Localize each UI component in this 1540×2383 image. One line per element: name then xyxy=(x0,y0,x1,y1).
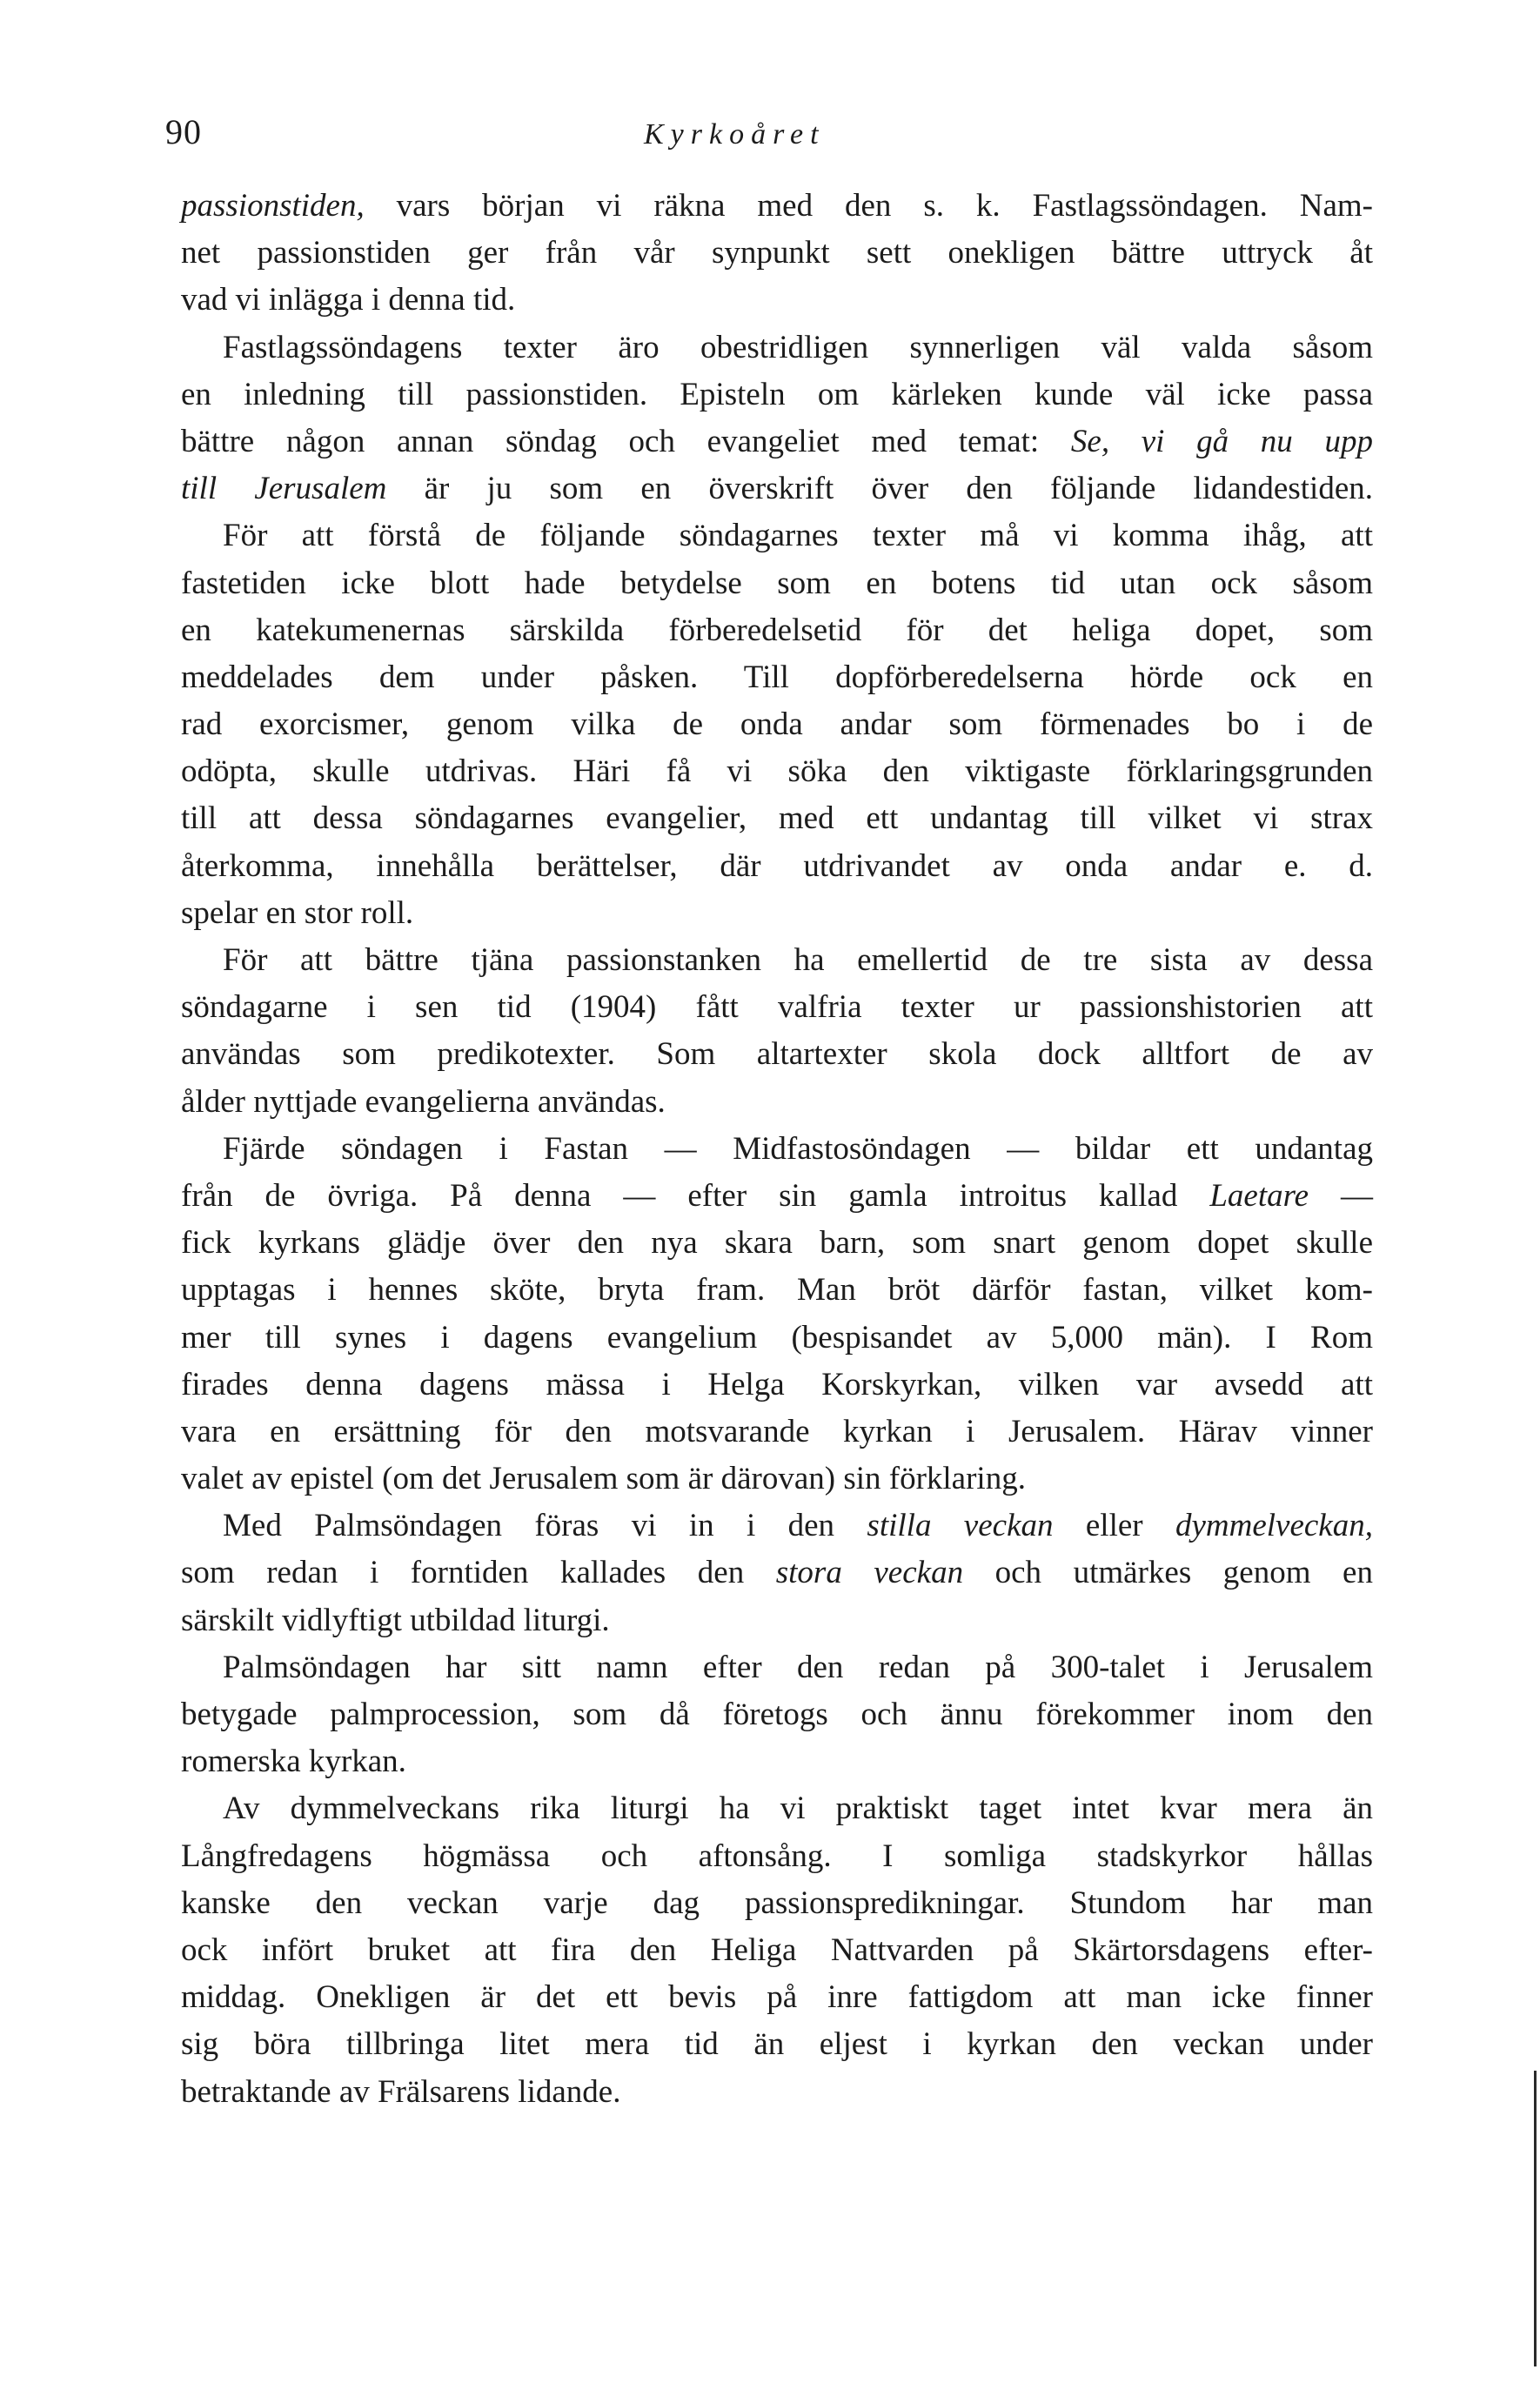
text-run: mer till synes i dagens evangelium (bespisandet av 5,000 män). I Rom xyxy=(181,1319,1373,1355)
text-line xyxy=(181,890,1373,937)
text-run: bättre någon annan söndag och evangeliet med temat: xyxy=(181,423,1071,459)
text-run: är ju som en överskrift över den följande lidandestiden. xyxy=(386,471,1373,507)
text-line xyxy=(181,1267,1373,1314)
text-line xyxy=(181,1880,1373,1927)
text-line xyxy=(181,512,1373,559)
text-run: meddelades dem under påsken. Till dopförberedelserna hörde ock en xyxy=(181,659,1373,695)
text-line xyxy=(181,418,1373,465)
text-line xyxy=(181,1362,1373,1409)
text-line xyxy=(181,1691,1373,1738)
text-run: betraktande av Frälsarens lidande. xyxy=(181,2073,621,2110)
text-line xyxy=(181,1833,1373,1880)
text-run: rad exorcismer, genom vilka de onda andar som förmenades bo i de xyxy=(181,706,1373,743)
text-run: — xyxy=(1309,1177,1374,1214)
text-run: Fastlagssöndagens texter äro obestridligen synnerligen väl valda såsom xyxy=(223,329,1373,365)
italic-text: till Jerusalem xyxy=(181,471,387,507)
text-line xyxy=(181,1644,1373,1691)
text-line xyxy=(181,1173,1373,1220)
text-line xyxy=(181,230,1373,277)
text-line xyxy=(181,843,1373,890)
text-run: Palmsöndagen har sitt namn efter den redan på 300-talet i Jerusalem xyxy=(223,1649,1373,1685)
text-run: återkomma, innehålla berättelser, där utdrivandet av onda andar e. d. xyxy=(181,847,1373,884)
text-run: firades denna dagens mässa i Helga Korskyrkan, vilken var avsedd att xyxy=(181,1366,1373,1402)
text-line xyxy=(181,1456,1373,1503)
text-line xyxy=(181,560,1373,607)
text-run: Med Palmsöndagen föras vi in i den xyxy=(223,1508,867,1544)
text-line xyxy=(181,1315,1373,1362)
text-run: spelar en stor roll. xyxy=(181,894,414,931)
text-line xyxy=(181,1503,1373,1550)
text-run: betygade palmprocession, som då företogs och ännu förekommer inom den xyxy=(181,1697,1373,1732)
text-run: ock infört bruket att fira den Heliga Nattvarden på Skärtorsdagens efter- xyxy=(181,1931,1373,1968)
text-run: ålder nyttjade evangelierna användas. xyxy=(181,1083,666,1120)
text-run: fastetiden icke blott hade betydelse som en botens tid utan ock såsom xyxy=(181,565,1373,601)
text-line xyxy=(181,1409,1373,1456)
text-line xyxy=(181,2069,1373,2116)
text-run: Fjärde söndagen i Fastan — Midfastosöndagen — bildar ett undantag xyxy=(223,1130,1373,1167)
text-line xyxy=(181,277,1373,324)
text-run: fick kyrkans glädje över den nya skara barn, som snart genom dopet skulle xyxy=(181,1225,1373,1262)
text-run: odöpta, skulle utdrivas. Häri få vi söka den viktigaste förklaringsgrunden xyxy=(181,753,1373,790)
text-line xyxy=(181,701,1373,748)
text-run: upptagas i hennes sköte, bryta fram. Man bröt därför fastan, vilket kom- xyxy=(181,1272,1373,1309)
text-run: För att bättre tjäna passionstanken ha emellertid de tre sista av dessa xyxy=(223,942,1373,978)
italic-text: passionstiden, xyxy=(181,188,365,224)
text-run: sig böra tillbringa litet mera tid än eljest i kyrkan den veckan under xyxy=(181,2026,1373,2063)
text-run: kanske den veckan varje dag passionspredikningar. Stundom har man xyxy=(181,1884,1373,1921)
text-line xyxy=(181,607,1373,654)
text-run: Av dymmelveckans rika liturgi ha vi praktiskt taget intet kvar mera än xyxy=(223,1791,1373,1827)
text-run: middag. Onekligen är det ett bevis på inre fattigdom att man icke finner xyxy=(181,1979,1373,2016)
text-run: Långfredagens högmässa och aftonsång. I somliga stadskyrkor hållas xyxy=(181,1837,1373,1874)
text-line xyxy=(181,1597,1373,1644)
text-run: särskilt vidlyftigt utbildad liturgi. xyxy=(181,1602,610,1638)
body-text xyxy=(181,183,1373,2116)
text-line xyxy=(181,937,1373,984)
text-run: romerska kyrkan. xyxy=(181,1744,406,1780)
italic-text: Se, vi gå nu upp xyxy=(1070,423,1373,459)
text-run: vars början vi räkna med den s. k. Fastlagssöndagen. Nam- xyxy=(364,188,1373,224)
text-line xyxy=(181,748,1373,795)
text-line xyxy=(181,2021,1373,2068)
text-line xyxy=(181,1927,1373,1974)
text-line xyxy=(181,795,1373,842)
text-line xyxy=(181,1126,1373,1173)
text-run: söndagarne i sen tid (1904) fått valfria texter ur passionshistorien att xyxy=(181,989,1373,1026)
text-run: valet av epistel (om det Jerusalem som är därovan) sin förklaring. xyxy=(181,1461,1026,1497)
italic-text: dymmelveckan, xyxy=(1175,1508,1373,1544)
text-run: från de övriga. På denna — efter sin gamla introitus kallad xyxy=(181,1177,1210,1214)
italic-text: stora veckan xyxy=(775,1555,964,1591)
text-run: och utmärkes genom en xyxy=(963,1555,1373,1591)
text-run: en katekumenernas särskilda förberedelsetid för det heliga dopet, som xyxy=(181,612,1373,648)
text-run: en inledning till passionstiden. Episteln om kärleken kunde väl icke passa xyxy=(181,376,1373,412)
text-line xyxy=(181,1031,1373,1078)
text-run: vara en ersättning för den motsvarande kyrkan i Jerusalem. Härav vinner xyxy=(181,1413,1373,1449)
text-line xyxy=(181,1550,1373,1596)
italic-text: stilla veckan xyxy=(867,1508,1054,1544)
text-line xyxy=(181,654,1373,701)
text-line xyxy=(181,183,1373,230)
text-line xyxy=(181,1974,1373,2021)
text-line xyxy=(181,1220,1373,1267)
text-run: användas som predikotexter. Som altartexter skola dock alltfort de av xyxy=(181,1036,1373,1073)
text-line xyxy=(181,1079,1373,1126)
scan-edge-mark xyxy=(1534,2071,1537,2366)
page-number: 90 xyxy=(165,112,202,151)
text-line xyxy=(181,372,1373,418)
text-line xyxy=(181,325,1373,372)
text-run: eller xyxy=(1053,1508,1175,1544)
text-line xyxy=(181,1738,1373,1785)
italic-text: Laetare xyxy=(1209,1177,1309,1214)
text-line xyxy=(181,465,1373,512)
text-run: För att förstå de följande söndagarnes texter må vi komma ihåg, att xyxy=(223,518,1373,554)
text-run: vad vi inlägga i denna tid. xyxy=(181,282,516,318)
running-head: Kyrkoåret xyxy=(644,118,826,151)
text-line xyxy=(181,984,1373,1031)
text-line xyxy=(181,1785,1373,1832)
text-run: som redan i forntiden kallades den xyxy=(181,1555,776,1591)
text-run: till att dessa söndagarnes evangelier, med ett undantag till vilket vi strax xyxy=(181,800,1373,837)
text-run: net passionstiden ger från vår synpunkt sett onekligen bättre uttryck åt xyxy=(181,235,1373,271)
